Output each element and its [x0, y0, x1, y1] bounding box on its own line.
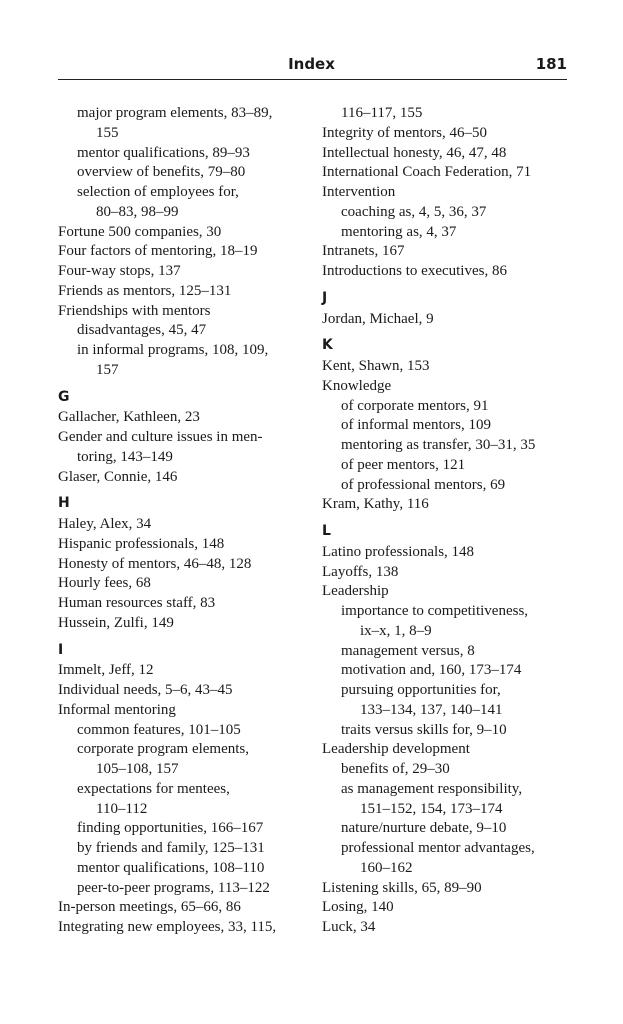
index-subentry: [322, 780, 582, 820]
entry-line: mentoring as transfer, 30–31, 35: [341, 437, 536, 453]
index-entry: [58, 223, 318, 243]
index-subentry: [322, 416, 582, 436]
index-entry: [58, 262, 318, 282]
entry-line: Individual needs, 5–6, 43–45: [58, 682, 233, 698]
entry-line: Hourly fees, 68: [58, 575, 151, 592]
index-entry: [322, 543, 582, 563]
index-entry: [58, 594, 318, 614]
entry-line: Fortune 500 companies, 30: [58, 223, 222, 240]
entry-line: coaching as, 4, 5, 36, 37: [341, 203, 487, 220]
entry-continuation-line: 133–134, 137, 140–141: [360, 701, 503, 718]
index-subentry: [322, 203, 582, 223]
entry-line: importance to competitiveness,: [341, 603, 529, 619]
index-entry: [322, 242, 582, 262]
index-subentry: [322, 223, 582, 243]
entry-line: pursuing opportunities for,: [341, 682, 501, 698]
entry-continuation-line: 157: [96, 361, 119, 378]
letter-heading: L: [322, 523, 331, 539]
index-entry: [322, 144, 582, 164]
index-subentry: [58, 104, 318, 144]
index-subentry: [322, 642, 582, 662]
entry-line: International Coach Federation, 71: [322, 164, 532, 181]
entry-line: corporate program elements,: [77, 741, 250, 758]
index-subentry: [322, 602, 582, 642]
index-entry: [58, 408, 318, 428]
index-subentry: [322, 397, 582, 417]
index-subentry: [322, 436, 582, 456]
index-subentry: [58, 721, 318, 741]
index-entry: [322, 377, 582, 397]
index-entry: [322, 262, 582, 282]
index-subentry: [322, 456, 582, 476]
entry-line: Knowledge: [322, 377, 392, 394]
entry-line: Integrating new employees, 33, 115,: [58, 919, 277, 935]
index-entry: [322, 898, 582, 918]
letter-heading: I: [58, 641, 64, 658]
entry-line: Listening skills, 65, 89–90: [322, 879, 482, 896]
letter-heading: K: [322, 337, 333, 354]
index-entry: [58, 614, 318, 634]
entry-line: of corporate mentors, 91: [341, 397, 489, 414]
entry-continuation-line: 160–162: [360, 859, 413, 876]
entry-line: Layoffs, 138: [322, 563, 399, 580]
entry-line: finding opportunities, 166–167: [77, 820, 264, 837]
entry-line: Latino professionals, 148: [322, 543, 475, 560]
index-subentry: [58, 341, 318, 381]
index-entry: [58, 574, 318, 594]
index-entry: [322, 563, 582, 583]
index-entry: [322, 918, 582, 938]
index-entry: [58, 898, 318, 918]
index-entry: [58, 555, 318, 575]
index-entry: [58, 242, 318, 262]
entry-line: Hispanic professionals, 148: [58, 535, 225, 552]
entry-line: Gender and culture issues in men-: [58, 429, 263, 445]
index-entry: [58, 282, 318, 302]
entry-line: motivation and, 160, 173–174: [341, 662, 522, 679]
index-entry: [322, 310, 582, 330]
entry-line: Immelt, Jeff, 12: [58, 662, 154, 679]
index-subentry: [58, 859, 318, 879]
index-entry: [58, 468, 318, 488]
entry-continuation-line: 155: [96, 124, 119, 141]
letter-heading: G: [58, 388, 70, 405]
entry-line: as management responsibility,: [341, 780, 523, 797]
index-entry: [58, 681, 318, 701]
entry-line: peer-to-peer programs, 113–122: [77, 879, 270, 896]
entry-line: Informal mentoring: [58, 701, 176, 718]
entry-line: In-person meetings, 65–66, 86: [58, 899, 241, 916]
index-subentry: [322, 839, 582, 879]
index-entry: [322, 183, 582, 203]
entry-line: Integrity of mentors, 46–50: [322, 124, 487, 141]
index-subentry: [322, 760, 582, 780]
entry-line: traits versus skills for, 9–10: [341, 721, 507, 738]
running-header-title: Index: [288, 55, 335, 73]
index-subentry: [58, 879, 318, 899]
entry-line: overview of benefits, 79–80: [77, 164, 246, 181]
index-entry: [322, 357, 582, 377]
index-entry: [322, 124, 582, 144]
entry-line: Leadership: [322, 583, 389, 600]
index-subentry: [322, 476, 582, 496]
index-subentry: [322, 721, 582, 741]
entry-line: Human resources staff, 83: [58, 595, 216, 611]
entry-line: major program elements, 83–89,: [77, 105, 273, 121]
entry-line: by friends and family, 125–131: [77, 840, 265, 856]
index-entry: [58, 535, 318, 555]
index-subentry: [58, 740, 318, 780]
index-entry: [322, 879, 582, 899]
entry-continuation-line: 105–108, 157: [96, 761, 179, 777]
entry-continuation-line: 151–152, 154, 173–174: [360, 800, 503, 817]
entry-line: Intervention: [322, 184, 396, 200]
entry-line: Kent, Shawn, 153: [322, 358, 430, 374]
entry-line: Luck, 34: [322, 919, 376, 935]
entry-continuation-line: toring, 143–149: [77, 448, 173, 465]
index-entry: [58, 661, 318, 681]
entry-line: Intranets, 167: [322, 243, 405, 260]
entry-line: Hussein, Zulfi, 149: [58, 614, 174, 631]
entry-line: mentor qualifications, 89–93: [77, 144, 250, 161]
entry-line: mentoring as, 4, 37: [341, 223, 457, 240]
index-subentry: [322, 681, 582, 721]
entry-line: Four factors of mentoring, 18–19: [58, 243, 258, 260]
index-subentry: [58, 163, 318, 183]
index-column-right: [322, 104, 582, 938]
index-entry: [322, 163, 582, 183]
index-subentry: [58, 839, 318, 859]
entry-line: Honesty of mentors, 46–48, 128: [58, 555, 252, 572]
entry-line: Introductions to executives, 86: [322, 263, 507, 279]
index-subentry: [58, 144, 318, 164]
index-subentry: [58, 819, 318, 839]
index-subentry: [58, 780, 318, 820]
index-entry: [58, 515, 318, 535]
letter-heading: H: [58, 495, 70, 512]
index-entry: [58, 918, 318, 938]
entry-line: common features, 101–105: [77, 721, 241, 738]
entry-line: mentor qualifications, 108–110: [77, 859, 265, 876]
index-entry: [322, 495, 582, 515]
entry-line: professional mentor advantages,: [341, 840, 535, 856]
index-entry: [58, 302, 318, 322]
index-subentry: [322, 104, 582, 124]
entry-line: Kram, Kathy, 116: [322, 496, 429, 513]
entry-line: Friends as mentors, 125–131: [58, 282, 232, 299]
entry-line: 116–117, 155: [341, 105, 423, 121]
index-entry: [322, 582, 582, 602]
index-subentry: [58, 321, 318, 341]
entry-line: selection of employees for,: [77, 184, 239, 200]
entry-continuation-line: ix–x, 1, 8–9: [360, 622, 432, 639]
entry-line: Losing, 140: [322, 899, 394, 916]
entry-line: management versus, 8: [341, 642, 475, 659]
page-number: 181: [535, 55, 567, 73]
entry-line: Jordan, Michael, 9: [322, 310, 434, 327]
index-subentry: [322, 661, 582, 681]
entry-line: of informal mentors, 109: [341, 417, 491, 434]
entry-continuation-line: 110–112: [96, 800, 148, 817]
entry-line: Four-way stops, 137: [58, 263, 181, 279]
index-entry: [58, 428, 318, 468]
entry-line: Glaser, Connie, 146: [58, 468, 178, 485]
entry-line: Friendships with mentors: [58, 302, 211, 319]
index-entry: [58, 701, 318, 721]
index-subentry: [322, 819, 582, 839]
entry-continuation-line: 80–83, 98–99: [96, 203, 179, 220]
entry-line: Haley, Alex, 34: [58, 516, 152, 532]
entry-line: in informal programs, 108, 109,: [77, 342, 269, 358]
entry-line: of professional mentors, 69: [341, 476, 506, 493]
entry-line: Intellectual honesty, 46, 47, 48: [322, 144, 507, 161]
index-column-left: [58, 104, 318, 938]
letter-heading: J: [322, 289, 328, 306]
entry-line: nature/nurture debate, 9–10: [341, 820, 507, 837]
header-rule: [58, 79, 567, 80]
entry-line: disadvantages, 45, 47: [77, 322, 207, 339]
entry-line: Leadership development: [322, 741, 470, 758]
index-subentry: [58, 183, 318, 223]
entry-line: of peer mentors, 121: [341, 456, 466, 473]
entry-line: Gallacher, Kathleen, 23: [58, 409, 200, 426]
index-entry: [322, 740, 582, 760]
entry-line: expectations for mentees,: [77, 780, 230, 797]
entry-line: benefits of, 29–30: [341, 761, 450, 777]
